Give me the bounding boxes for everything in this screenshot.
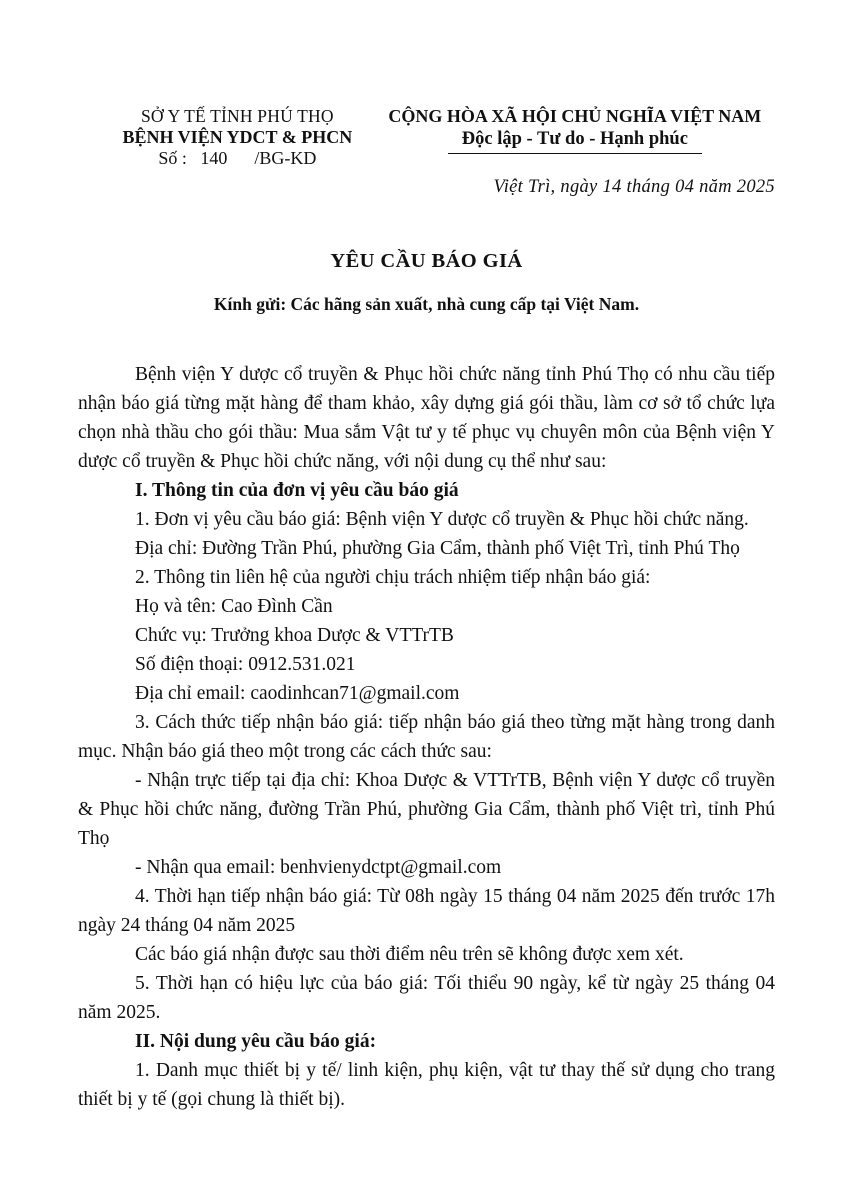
paragraph-contact-name: Họ và tên: Cao Đình Cần xyxy=(135,596,333,617)
issuing-agency-block xyxy=(100,106,375,169)
hospital-name: BỆNH VIỆN YDCT & PHCN xyxy=(122,127,353,147)
paragraph-validity: 5. Thời hạn có hiệu lực của báo giá: Tối thiểu 90 ngày, kể từ ngày 25 tháng 04 năm 2025. xyxy=(78,973,775,1023)
section-heading-1: I. Thông tin của đơn vị yêu cầu báo giá xyxy=(135,480,459,501)
paragraph-contact-heading: 2. Thông tin liên hệ của người chịu trách nhiệm tiếp nhận báo giá: xyxy=(135,567,651,588)
paragraph-contact-phone: Số điện thoại: 0912.531.021 xyxy=(135,654,356,675)
parent-agency-name: SỞ Y TẾ TỈNH PHÚ THỌ xyxy=(140,106,334,126)
paragraph-method-direct: - Nhận trực tiếp tại địa chỉ: Khoa Dược & VTTrTB, Bệnh viện Y dược cổ truyền & Phục hồi chức năng, đường Trần Phú, phường Gia Cẩm, thành phố Việt trì, tỉnh Phú Thọ xyxy=(78,770,775,849)
national-title: CỘNG HÒA XÃ HỘI CHỦ NGHĨA VIỆT NAM xyxy=(388,106,762,126)
place-date-line: Việt Trì, ngày 14 tháng 04 năm 2025 xyxy=(493,177,775,197)
paragraph-address: Địa chỉ: Đường Trần Phú, phường Gia Cẩm, thành phố Việt Trì, tỉnh Phú Thọ xyxy=(135,538,740,559)
recipient-line: Kính gửi: Các hãng sản xuất, nhà cung cấp tại Việt Nam. xyxy=(213,294,640,314)
paragraph-unit: 1. Đơn vị yêu cầu báo giá: Bệnh viện Y dược cổ truyền & Phục hồi chức năng. xyxy=(135,509,749,530)
document-number: Số : 140 /BG-KD xyxy=(158,148,317,168)
paragraph-contact-email: Địa chỉ email: caodinhcan71@gmail.com xyxy=(135,683,460,704)
paragraph-late-note: Các báo giá nhận được sau thời điểm nêu trên sẽ không được xem xét. xyxy=(135,944,684,965)
document-body xyxy=(78,360,775,1114)
paragraph-equipment-list: 1. Danh mục thiết bị y tế/ linh kiện, phụ kiện, vật tư thay thế sử dụng cho trang thiết bị y tế (gọi chung là thiết bị). xyxy=(78,1060,775,1110)
paragraph-method-email: - Nhận qua email: benhvienydctpt@gmail.com xyxy=(135,857,502,878)
national-motto: Độc lập - Tư do - Hạnh phúc xyxy=(448,129,702,154)
paragraph-intro: Bệnh viện Y dược cổ truyền & Phục hồi chức năng tỉnh Phú Thọ có nhu cầu tiếp nhận báo giá từng mặt hàng để tham khảo, xây dựng giá gói thầu, làm cơ sở tổ chức lựa chọn nhà thầu cho gói thầu: Mua sắm Vật tư y tế phục vụ chuyên môn của Bệnh viện Y dược cổ truyền & Phục hồi chức năng, với nội dung cụ thể như sau: xyxy=(78,364,775,472)
paragraph-contact-position: Chức vụ: Trưởng khoa Dược & VTTrTB xyxy=(135,625,454,646)
paragraph-method: 3. Cách thức tiếp nhận báo giá: tiếp nhận báo giá theo từng mặt hàng trong danh mục. Nhận báo giá theo một trong các cách thức sau: xyxy=(78,712,775,762)
section-heading-2: II. Nội dung yêu cầu báo giá: xyxy=(135,1031,377,1052)
document-header xyxy=(78,106,775,198)
national-header-block xyxy=(375,106,775,198)
paragraph-deadline: 4. Thời hạn tiếp nhận báo giá: Từ 08h ngày 15 tháng 04 năm 2025 đến trước 17h ngày 24 tháng 04 năm 2025 xyxy=(78,886,775,936)
document-title: YÊU CẦU BÁO GIÁ xyxy=(330,250,523,272)
